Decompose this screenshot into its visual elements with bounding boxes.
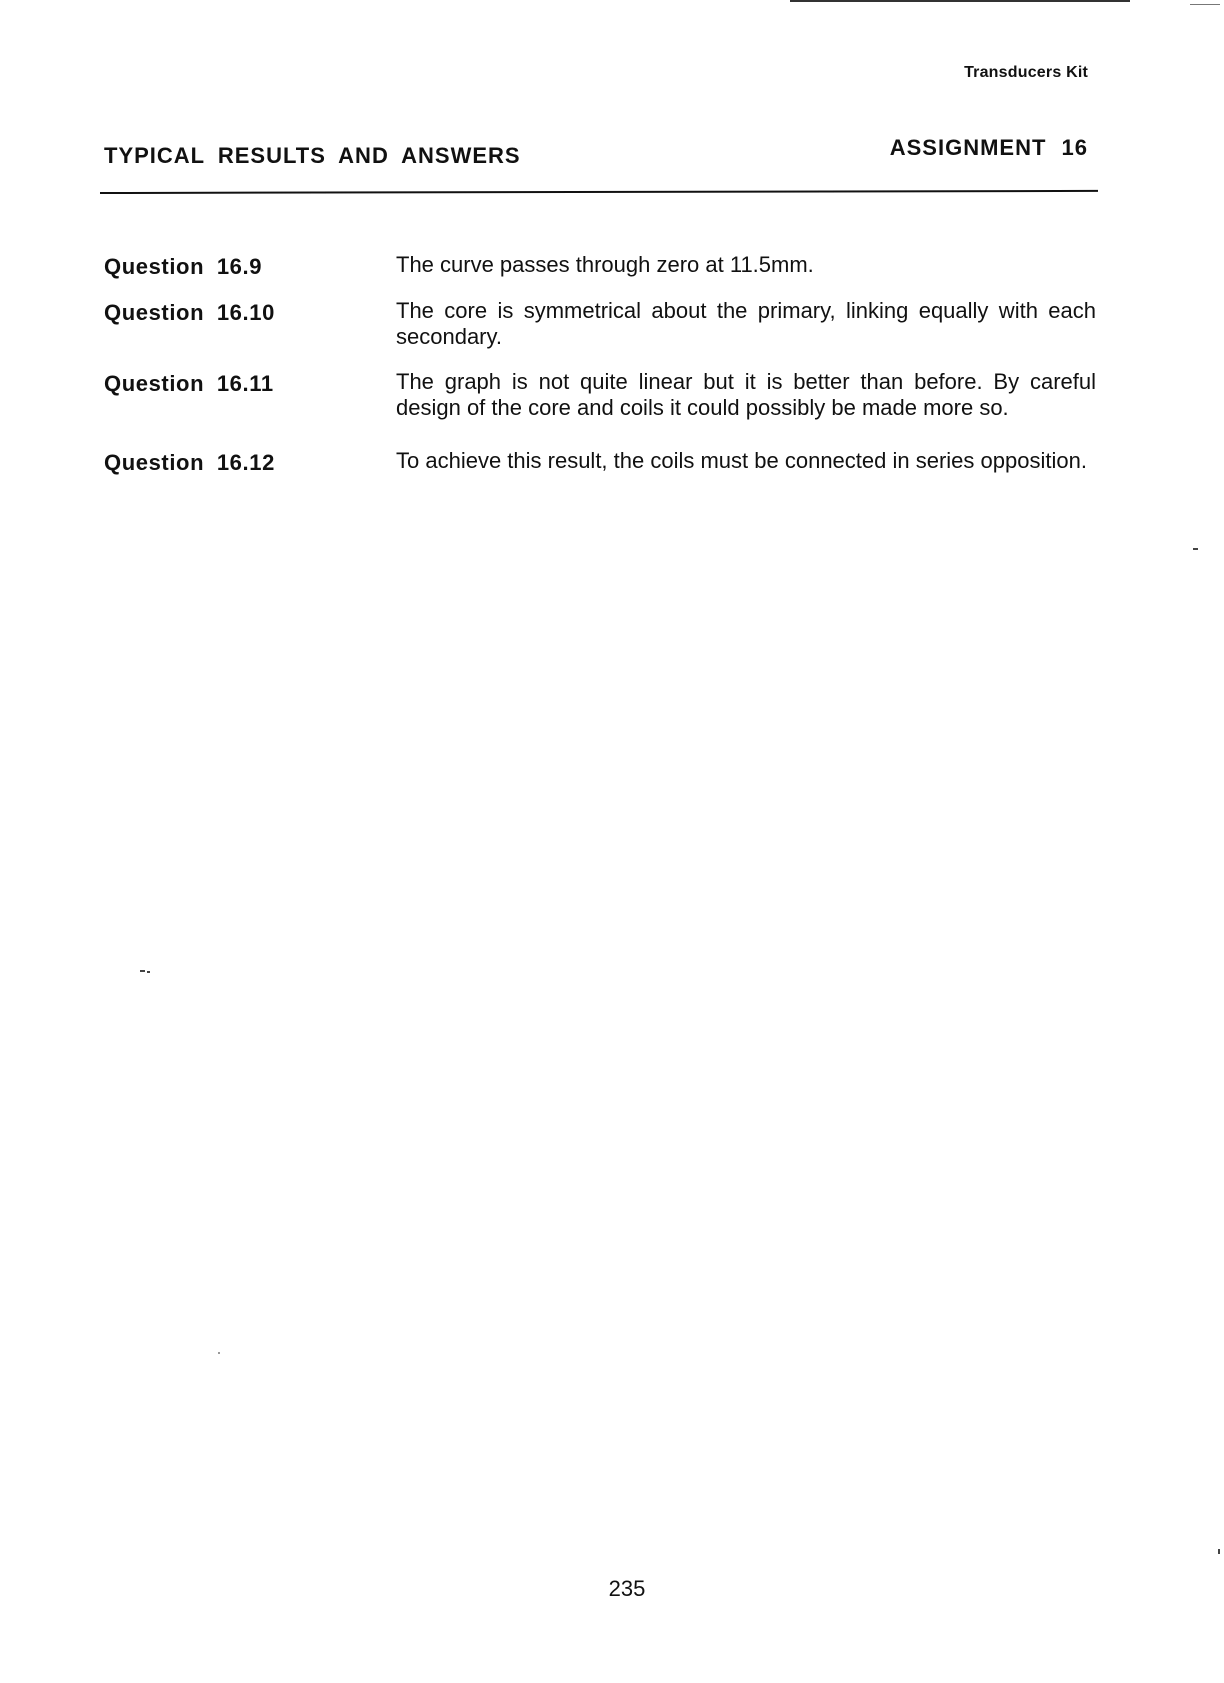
answer-text: The core is symmetrical about the primary, linking equally with each secondary.: [396, 298, 1096, 349]
assignment-title: ASSIGNMENT 16: [889, 135, 1088, 160]
scan-speck: [1218, 1549, 1220, 1554]
qa-row: [104, 369, 1102, 420]
scan-speck: [147, 971, 150, 973]
question-label: Question 16.11: [104, 371, 274, 397]
top-edge-mark: [1190, 4, 1220, 5]
scan-speck: [140, 970, 145, 972]
section-title: TYPICAL RESULTS AND ANSWERS: [104, 143, 521, 168]
qa-row: [104, 448, 1102, 476]
answer-text: To achieve this result, the coils must be connected in series opposition.: [396, 448, 1087, 474]
question-answer-list: [104, 252, 1102, 476]
qa-row: [104, 298, 1102, 349]
header-divider: [100, 190, 1098, 194]
answer-text: The graph is not quite linear but it is better than before. By careful design of the core and coils it could possibly be made more so.: [396, 369, 1096, 420]
answer-text: The curve passes through zero at 11.5mm.: [396, 252, 814, 277]
qa-row: [104, 252, 1102, 280]
top-edge-rule: [790, 0, 1130, 2]
page-number: 235: [608, 1576, 646, 1601]
running-header: Transducers Kit: [964, 64, 1088, 81]
scan-speck: [218, 1352, 220, 1354]
question-label: Question 16.9: [104, 254, 263, 279]
question-label: Question 16.10: [104, 300, 275, 325]
scan-speck: [1193, 548, 1198, 550]
question-label: Question 16.12: [104, 450, 275, 476]
